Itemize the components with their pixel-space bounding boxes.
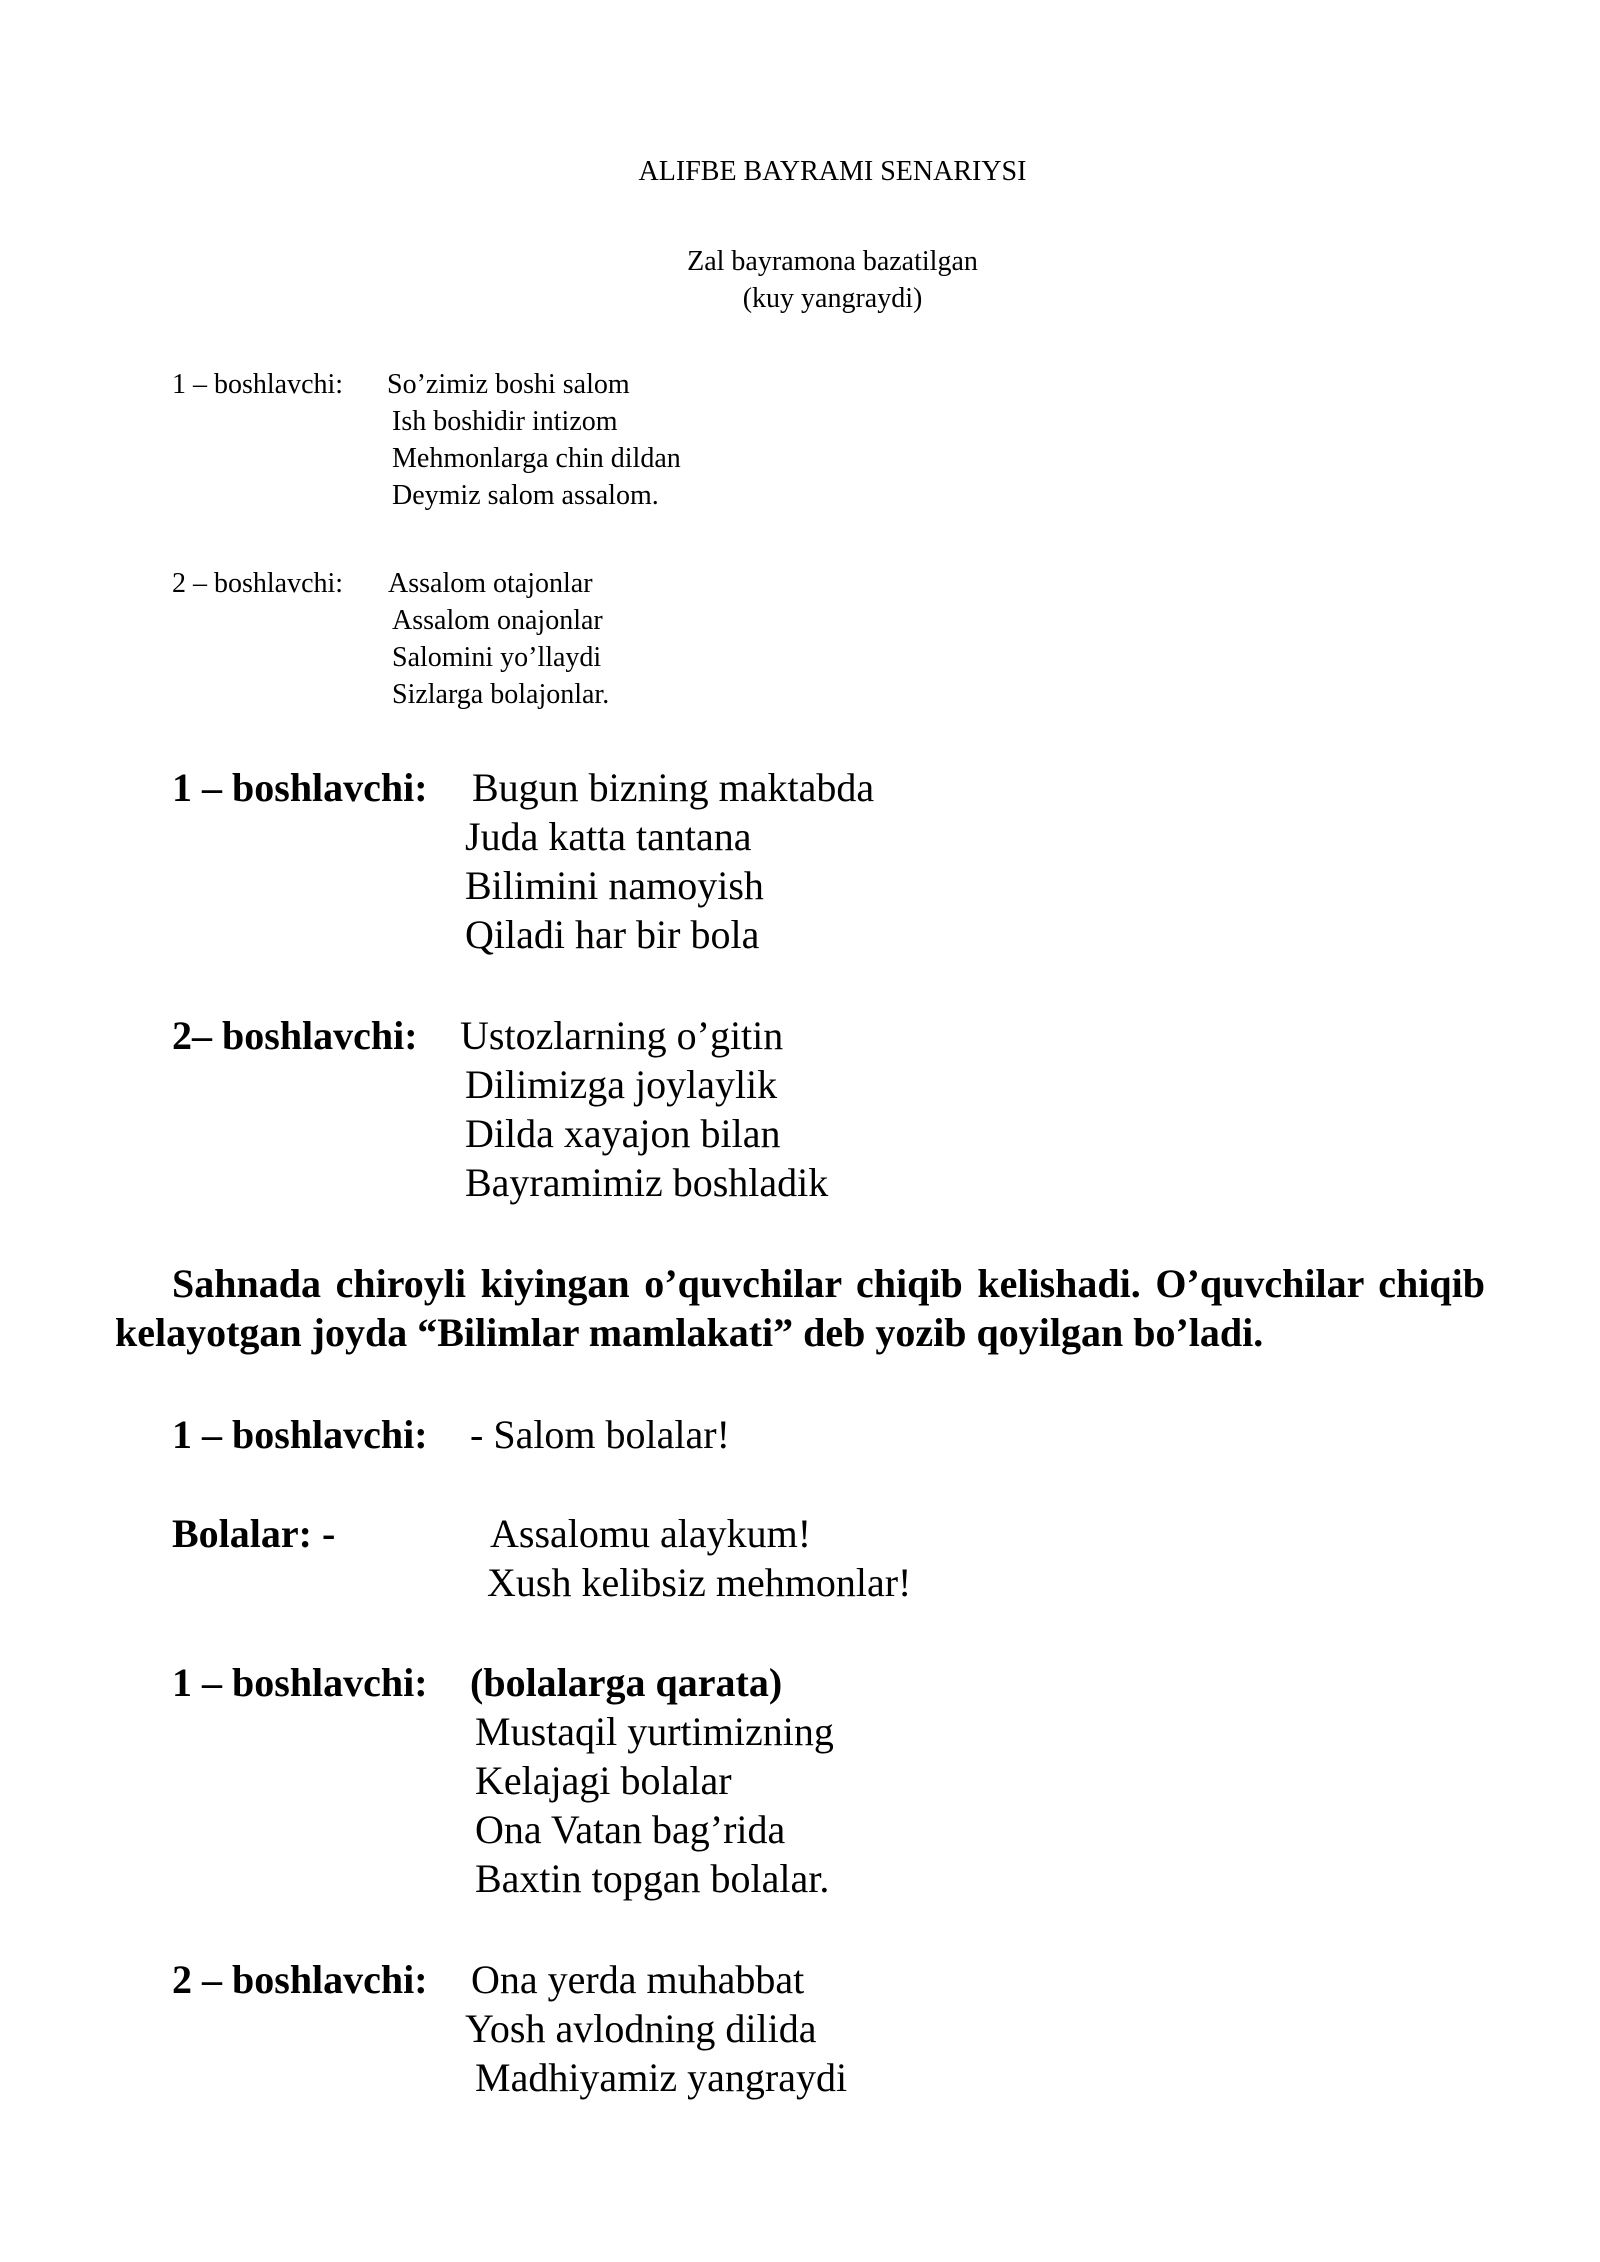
verse-line: Kelajagi bolalar (475, 1758, 732, 1803)
verse-line: Deymiz salom assalom. (392, 480, 659, 511)
verse (465, 1955, 847, 2102)
verse-line: Yosh avlodning dilida (465, 2006, 817, 2051)
stage-direction: Sahnada chiroyli kiyingan o’quvchilar chiqib kelishadi. O’quvchilar chiqib kelayotgan joyda “Bilimlar mamlakati” deb yozib qoyilgan bo’ladi. (115, 1261, 1485, 1355)
verse-line: Ish boshidir intizom (392, 406, 618, 437)
verse-line: Sizlarga bolajonlar. (392, 679, 610, 710)
speaker-label: 1 – boshlavchi: (172, 1412, 428, 1457)
music-note: (kuy yangraydi) (742, 283, 923, 314)
verse-line: Bayramimiz boshladik (465, 1160, 829, 1205)
verse-line: Assalomu alaykum! (490, 1511, 812, 1556)
verse (460, 1011, 829, 1207)
speaker-label: 1 – boshlavchi: (172, 369, 344, 400)
speaker-label: Bolalar: - (172, 1511, 336, 1556)
verse (487, 1509, 911, 1607)
speaker-label: 1 – boshlavchi: (172, 765, 428, 810)
verse-line: Mustaqil yurtimizning (475, 1709, 834, 1754)
speaker-label: 2 – boshlavchi: (172, 1957, 428, 2002)
verse-line: So’zimiz boshi salom (387, 369, 630, 400)
verse-line: Qiladi har bir bola (465, 912, 760, 957)
stage-note: (bolalarga qarata) (470, 1660, 783, 1705)
verse-line: Ona yerda muhabbat (471, 1957, 805, 2002)
verse (387, 366, 681, 514)
dialogue-line: - Salom bolalar! (470, 1412, 730, 1457)
verse (475, 1707, 834, 1903)
verse-line: Juda katta tantana (465, 814, 752, 859)
verse-line: Dilimizga joylaylik (465, 1062, 778, 1107)
verse-line: Baxtin topgan bolalar. (475, 1856, 830, 1901)
verse-line: Dilda xayajon bilan (465, 1111, 781, 1156)
speaker-label: 2– boshlavchi: (172, 1013, 418, 1058)
verse-line: Assalom onajonlar (392, 605, 603, 636)
verse-line: Assalom otajonlar (388, 568, 593, 599)
scene-setting: Zal bayramona bazatilgan (687, 246, 978, 277)
verse-line: Mehmonlarga chin dildan (392, 443, 681, 474)
verse (465, 763, 874, 959)
speaker-label: 1 – boshlavchi: (172, 1660, 428, 1705)
speaker-label: 2 – boshlavchi: (172, 568, 344, 599)
verse-line: Xush kelibsiz mehmonlar! (487, 1560, 912, 1605)
verse-line: Bilimini namoyish (465, 863, 764, 908)
verse-line: Ustozlarning o’gitin (460, 1013, 784, 1058)
verse-line: Madhiyamiz yangraydi (475, 2055, 848, 2100)
verse (388, 565, 610, 713)
document-title: ALIFBE BAYRAMI SENARIYSI (638, 156, 1027, 187)
verse-line: Salomini yo’llaydi (392, 642, 602, 673)
verse-line: Ona Vatan bag’rida (475, 1807, 786, 1852)
verse-line: Bugun bizning maktabda (472, 765, 875, 810)
